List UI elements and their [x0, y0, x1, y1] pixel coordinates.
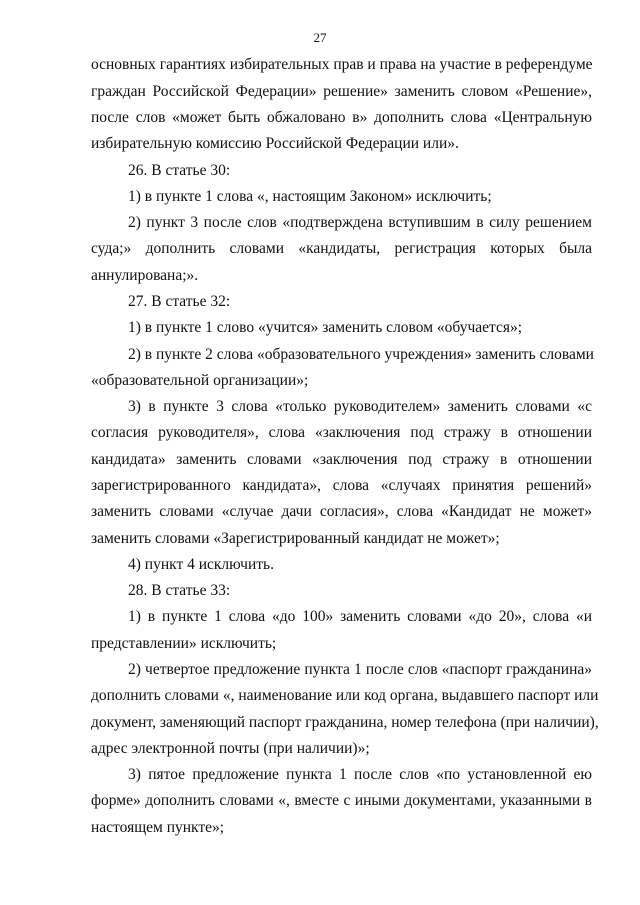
text-line: форме» дополнить словами «, вместе с иными документами, указанными в — [91, 792, 592, 809]
text-line: 1) в пункте 1 слово «учится» заменить словом «обучается»; — [128, 319, 523, 336]
text-line: граждан Российской Федерации» решение» заменить словом «Решение», — [91, 83, 592, 100]
text-line: 4) пункт 4 исключить. — [128, 556, 274, 573]
text-line: документ, заменяющий паспорт гражданина, номер телефона (при наличии), — [91, 714, 599, 731]
text-line: суда;» дополнить словами «кандидаты, регистрация которых была — [91, 240, 592, 257]
text-line: 2) четвертое предложение пункта 1 после слов «паспорт гражданина» — [128, 661, 592, 678]
text-line: согласия руководителя», слова «заключения под стражу в отношении — [91, 424, 592, 441]
text-line: представлении» исключить; — [91, 635, 277, 652]
text-line: адрес электронной почты (при наличии)»; — [91, 740, 370, 757]
text-line: кандидата» заменить словами «заключения под стражу в отношении — [91, 451, 592, 468]
text-line: заменить словами «Зарегистрированный кандидат не может»; — [91, 530, 500, 547]
text-line: после слов «может быть обжаловано в» дополнить слова «Центральную — [91, 109, 592, 126]
text-line: «образовательной организации»; — [91, 372, 309, 389]
text-line: дополнить словами «, наименование или код органа, выдавшего паспорт или — [91, 687, 599, 704]
text-line: 3) в пункте 3 слова «только руководителем» заменить словами «с — [128, 398, 592, 415]
text-line: 1) в пункте 1 слова «, настоящим Законом» исключить; — [128, 188, 492, 205]
text-line: заменить словами «случае дачи согласия», слова «Кандидат не может» — [91, 503, 592, 520]
text-line: основных гарантиях избирательных прав и права на участие в референдуме — [91, 56, 593, 73]
section-heading: 26. В статье 30: — [128, 162, 231, 179]
section-heading: 27. В статье 32: — [128, 293, 231, 310]
text-line: 2) пункт 3 после слов «подтверждена вступившим в силу решением — [128, 214, 592, 231]
text-line: 2) в пункте 2 слова «образовательного учреждения» заменить словами — [128, 346, 594, 363]
text-line: аннулирована;». — [91, 267, 199, 284]
section-heading: 28. В статье 33: — [128, 582, 231, 599]
page-number: 27 — [313, 30, 327, 45]
text-line: 1) в пункте 1 слова «до 100» заменить словами «до 20», слова «и — [128, 608, 592, 625]
text-line: зарегистрированного кандидата», слова «случаях принятия решений» — [91, 477, 592, 494]
text-line: настоящем пункте»; — [91, 819, 225, 836]
text-line: избирательную комиссию Российской Федерации или». — [91, 135, 459, 152]
text-line: 3) пятое предложение пункта 1 после слов «по установленной ею — [128, 766, 592, 783]
